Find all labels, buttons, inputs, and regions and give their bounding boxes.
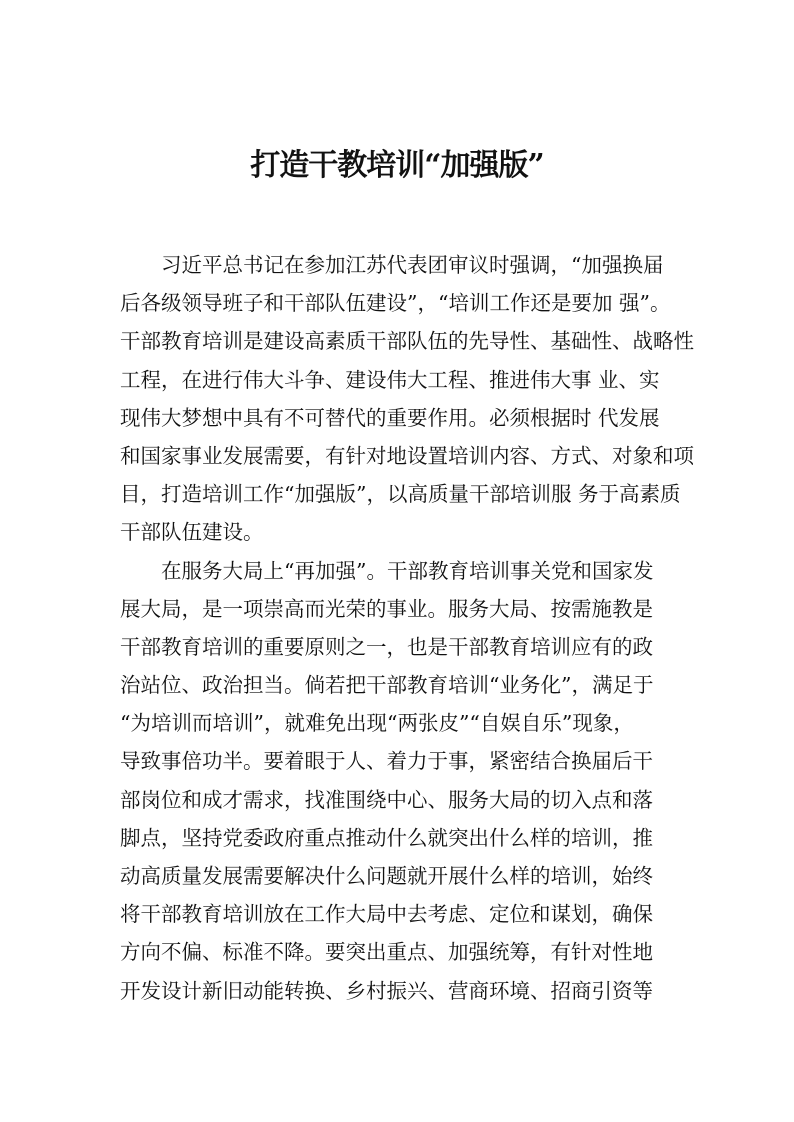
text-line: 干部教育培训的重要原则之一，也是干部教育培训应有的政 bbox=[120, 634, 653, 659]
text-line: 动高质量发展需要解决什么问题就开展什么样的培训，始终 bbox=[120, 864, 653, 888]
text-line: 治站位、政治担当。倘若把干部教育培训“业务化”，满足于 bbox=[120, 673, 654, 698]
document-body bbox=[120, 246, 710, 1010]
paragraph-2 bbox=[120, 552, 710, 1010]
text-line: 将干部教育培训放在工作大局中去考虑、定位和谋划，确保 bbox=[120, 902, 653, 927]
text-line: 目，打造培训工作“加强版”，以高质量干部培训服 务于高素质 bbox=[120, 482, 681, 507]
text-line: 工程，在进行伟大斗争、建设伟大工程、推进伟大事 业、实 bbox=[120, 367, 660, 392]
text-line: 在服务大局上“再加强”。干部教育培训事关党和国家发 bbox=[161, 558, 654, 583]
document-title: 打造干教培训“加强版” bbox=[250, 148, 544, 183]
text-line: 现伟大梦想中具有不可替代的重要作用。必须根据时 代发展 bbox=[120, 405, 660, 430]
text-line: 脚点，坚持党委政府重点推动什么就突出什么样的培训，推 bbox=[120, 825, 653, 850]
text-line: 展大局，是一项崇高而光荣的事业。服务大局、按需施教是 bbox=[120, 596, 653, 621]
text-line: 习近平总书记在参加江苏代表团审议时强调，“加强换届 bbox=[161, 253, 664, 277]
text-line: 后各级领导班子和干部队伍建设”，“培训工作还是要加 强”。 bbox=[120, 291, 671, 316]
text-line: 导致事倍功半。要着眼于人、着力于事，紧密结合换届后干 bbox=[120, 749, 653, 774]
text-line: 干部教育培训是建设高素质干部队伍的先导性、基础性、战略性 bbox=[120, 329, 694, 354]
text-line: 开发设计新旧动能转换、乡村振兴、营商环境、招商引资等 bbox=[120, 978, 653, 1003]
text-line: “为培训而培训”，就难免出现“两张皮”“自娱自乐”现象， bbox=[120, 711, 634, 736]
text-line: 和国家事业发展需要，有针对地设置培训内容、方式、对象和项 bbox=[120, 443, 694, 468]
text-line: 部岗位和成才需求，找准围绕中心、服务大局的切入点和落 bbox=[120, 787, 653, 812]
paragraph-1 bbox=[120, 246, 710, 552]
text-line: 方向不偏、标准不降。要突出重点、加强统筹，有针对性地 bbox=[120, 940, 653, 965]
text-line: 干部队伍建设。 bbox=[120, 520, 264, 545]
